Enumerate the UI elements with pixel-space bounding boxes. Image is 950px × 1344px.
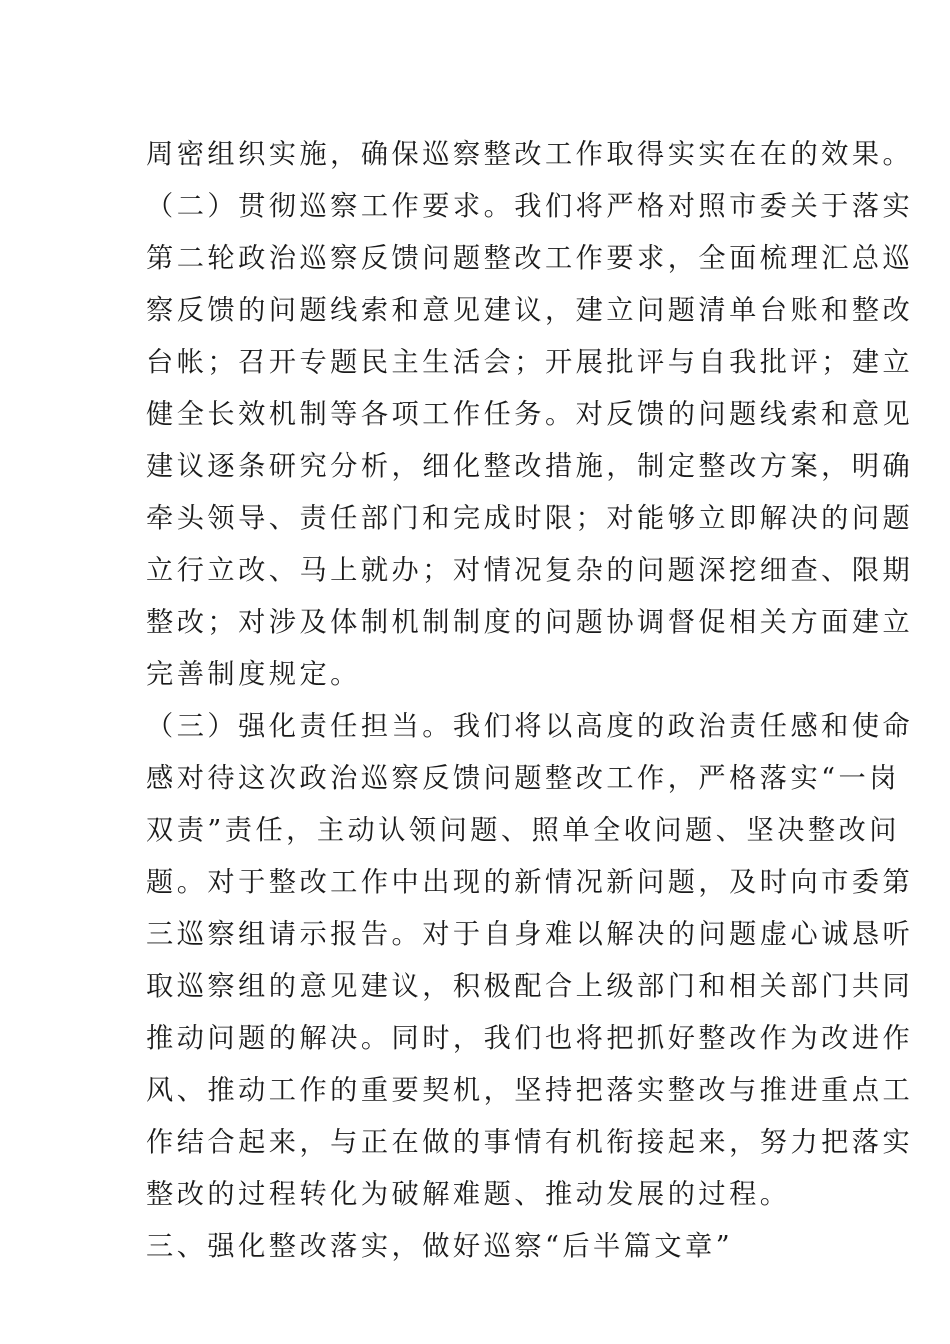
document-body [146, 129, 914, 1273]
text-line: 题。对于整改工作中出现的新情况新问题，及时向市委第 [146, 867, 914, 898]
text-line: 推动问题的解决。同时，我们也将把抓好整改作为改进作 [146, 1023, 914, 1054]
text-line: （三）强化责任担当。我们将以高度的政治责任感和使命 [146, 711, 914, 742]
text-line: 感对待这次政治巡察反馈问题整改工作，严格落实“一岗 [146, 763, 900, 794]
text-line: 台帐；召开专题民主生活会；开展批评与自我批评；建立 [146, 347, 914, 378]
text-line: 取巡察组的意见建议，积极配合上级部门和相关部门共同 [146, 971, 914, 1002]
text-line: 双责”责任，主动认领问题、照单全收问题、坚决整改问 [146, 815, 900, 846]
text-line: 健全长效机制等各项工作任务。对反馈的问题线索和意见 [146, 399, 914, 430]
section-heading: 三、强化整改落实，做好巡察“后半篇文章” [146, 1231, 734, 1262]
text-line: 三巡察组请示报告。对于自身难以解决的问题虚心诚恳听 [146, 919, 914, 950]
text-line: 作结合起来，与正在做的事情有机衔接起来，努力把落实 [146, 1127, 914, 1158]
text-line: 建议逐条研究分析，细化整改措施，制定整改方案，明确 [146, 451, 914, 482]
text-line: 完善制度规定。 [146, 659, 361, 690]
text-line: 风、推动工作的重要契机，坚持把落实整改与推进重点工 [146, 1075, 914, 1106]
text-line: 整改的过程转化为破解难题、推动发展的过程。 [146, 1179, 791, 1210]
text-line: （二）贯彻巡察工作要求。我们将严格对照市委关于落实 [146, 191, 914, 222]
text-line: 第二轮政治巡察反馈问题整改工作要求，全面梳理汇总巡 [146, 243, 914, 274]
text-line: 整改；对涉及体制机制制度的问题协调督促相关方面建立 [146, 607, 914, 638]
text-line: 立行立改、马上就办；对情况复杂的问题深挖细查、限期 [146, 555, 914, 586]
text-line: 周密组织实施，确保巡察整改工作取得实实在在的效果。 [146, 139, 914, 170]
text-line: 牵头领导、责任部门和完成时限；对能够立即解决的问题 [146, 503, 914, 534]
text-line: 察反馈的问题线索和意见建议，建立问题清单台账和整改 [146, 295, 914, 326]
